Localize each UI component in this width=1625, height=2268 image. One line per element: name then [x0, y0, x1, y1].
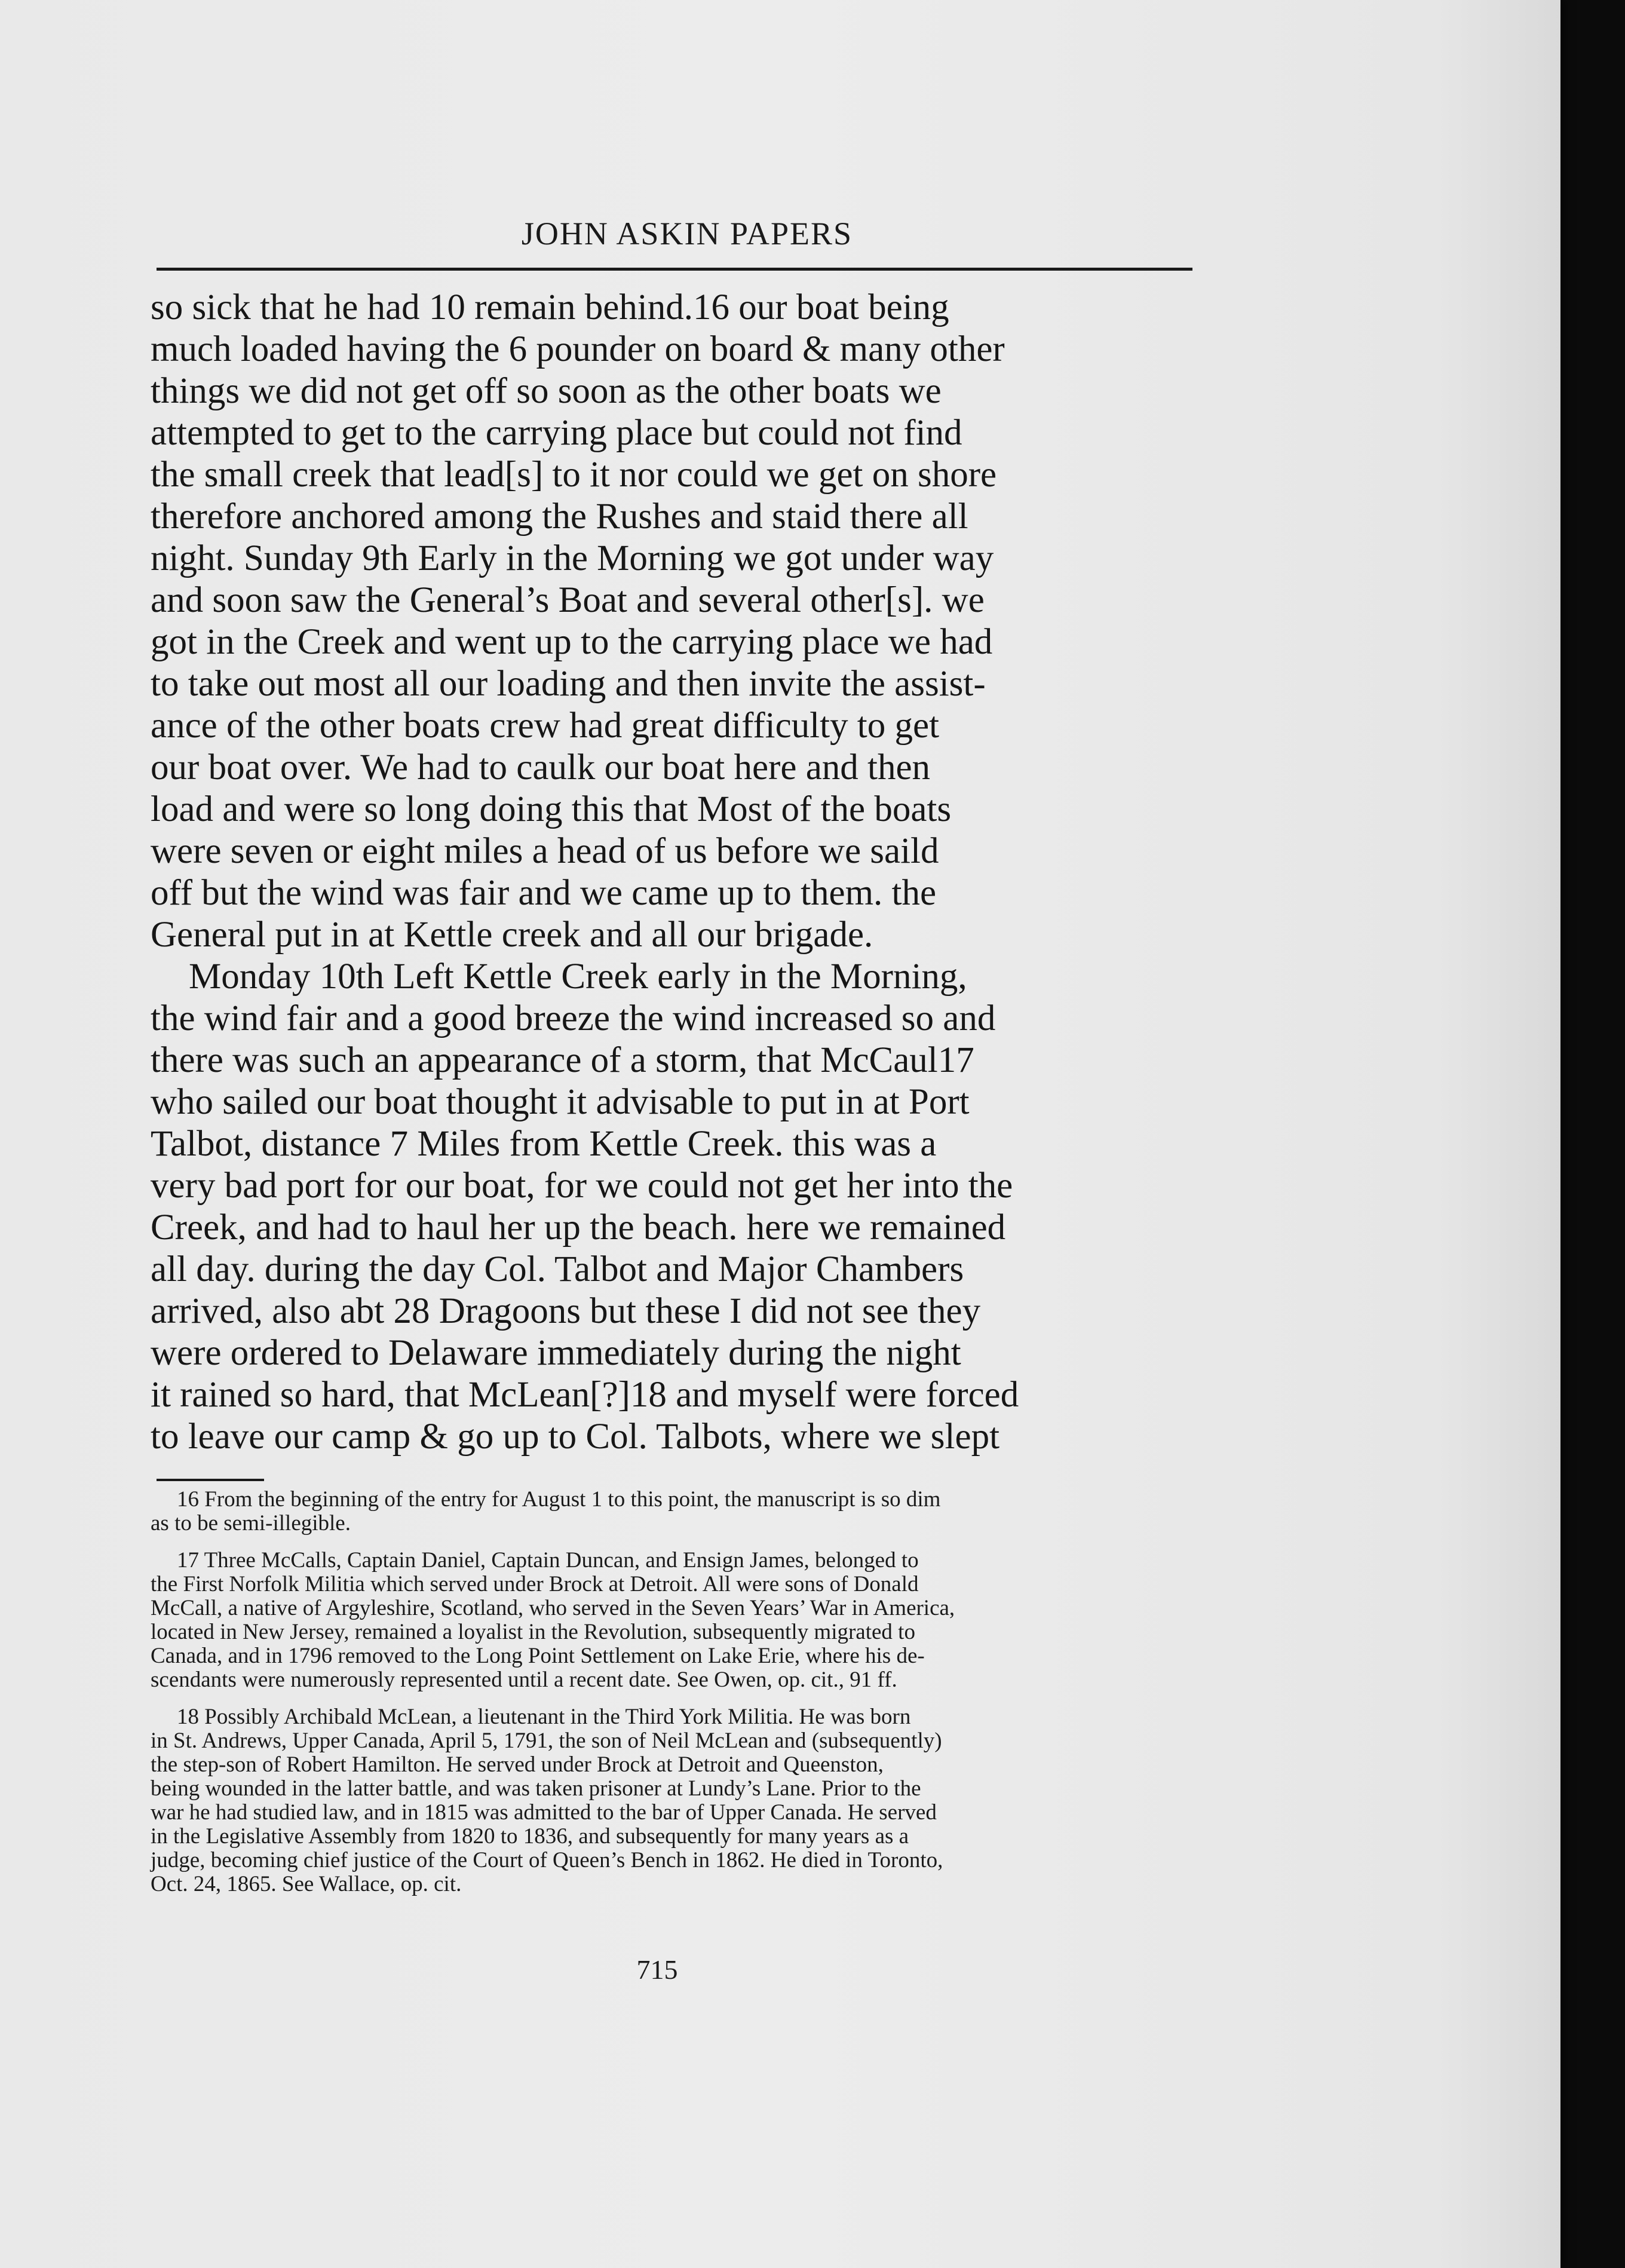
- running-head: JOHN ASKIN PAPERS: [521, 216, 853, 252]
- body-line: General put in at Kettle creek and all our brigade.: [151, 915, 873, 955]
- body-line: night. Sunday 9th Early in the Morning we got under way: [151, 538, 994, 578]
- footnote-line: the First Norfolk Militia which served under Brock at Detroit. All were sons of Donald: [151, 1572, 919, 1596]
- body-line: were ordered to Delaware immediately during the night: [151, 1333, 961, 1373]
- page-number: 715: [636, 1954, 678, 1985]
- footnote-line: as to be semi-illegible.: [151, 1511, 351, 1536]
- body-line: to take out most all our loading and then invite the assist-: [151, 664, 986, 704]
- footnote-line: the step-son of Robert Hamilton. He served under Brock at Detroit and Queenston,: [151, 1752, 884, 1777]
- body-line: all day. during the day Col. Talbot and Major Chambers: [151, 1249, 964, 1289]
- body-line: therefore anchored among the Rushes and staid there all: [151, 496, 968, 537]
- footnote-line: 16 From the beginning of the entry for August 1 to this point, the manuscript is so dim: [177, 1487, 941, 1512]
- footnote-line: located in New Jersey, remained a loyalist in the Revolution, subsequently migrated to: [151, 1620, 915, 1644]
- body-line: arrived, also abt 28 Dragoons but these I did not see they: [151, 1291, 981, 1331]
- body-text: [151, 287, 1190, 1458]
- footnote-spacer: [151, 1692, 1194, 1705]
- body-line: Creek, and had to haul her up the beach. here we remained: [151, 1207, 1006, 1248]
- body-line: got in the Creek and went up to the carrying place we had: [151, 622, 993, 662]
- footnote-line: in St. Andrews, Upper Canada, April 5, 1791, the son of Neil McLean and (subsequently): [151, 1728, 942, 1753]
- footnote-line: 17 Three McCalls, Captain Daniel, Captain Duncan, and Ensign James, belonged to: [177, 1548, 919, 1573]
- body-line: who sailed our boat thought it advisable to put in at Port: [151, 1082, 970, 1122]
- body-line: ance of the other boats crew had great difficulty to get: [151, 706, 940, 746]
- footnote-line: Canada, and in 1796 removed to the Long Point Settlement on Lake Erie, where his de-: [151, 1644, 925, 1668]
- footnotes: [151, 1488, 1194, 1896]
- body-line: things we did not get off so soon as the other boats we: [151, 371, 942, 411]
- body-line: to leave our camp & go up to Col. Talbots, where we slept: [151, 1417, 1000, 1457]
- body-line: there was such an appearance of a storm, that McCaul17: [151, 1040, 974, 1080]
- footnote-line: in the Legislative Assembly from 1820 to 1836, and subsequently for many years as a: [151, 1824, 909, 1849]
- body-line: it rained so hard, that McLean[?]18 and myself were forced: [151, 1375, 1019, 1415]
- body-line: the small creek that lead[s] to it nor could we get on shore: [151, 455, 997, 495]
- body-line: Monday 10th Left Kettle Creek early in the Morning,: [189, 957, 967, 997]
- body-line: much loaded having the 6 pounder on board & many other: [151, 329, 1005, 369]
- footnote-line: McCall, a native of Argyleshire, Scotland, who served in the Seven Years’ War in America,: [151, 1596, 955, 1620]
- footnote-line: Oct. 24, 1865. See Wallace, op. cit.: [151, 1872, 462, 1896]
- body-line: load and were so long doing this that Most of the boats: [151, 789, 952, 829]
- footnote-line: scendants were numerously represented until a recent date. See Owen, op. cit., 91 ff.: [151, 1668, 897, 1692]
- body-line: Talbot, distance 7 Miles from Kettle Creek. this was a: [151, 1124, 937, 1164]
- footnote-spacer: [151, 1536, 1194, 1549]
- body-line: our boat over. We had to caulk our boat here and then: [151, 747, 931, 787]
- body-line: attempted to get to the carrying place but could not find: [151, 413, 962, 453]
- footnote-line: war he had studied law, and in 1815 was admitted to the bar of Upper Canada. He served: [151, 1800, 937, 1825]
- footnote-line: judge, becoming chief justice of the Court of Queen’s Bench in 1862. He died in Toronto,: [151, 1848, 943, 1872]
- footnote-rule: [157, 1479, 264, 1481]
- header-rule: [157, 268, 1192, 271]
- footnote-line: being wounded in the latter battle, and was taken prisoner at Lundy’s Lane. Prior to the: [151, 1776, 921, 1801]
- body-line: the wind fair and a good breeze the wind increased so and: [151, 998, 996, 1038]
- body-line: very bad port for our boat, for we could not get her into the: [151, 1166, 1013, 1206]
- body-line: off but the wind was fair and we came up to them. the: [151, 873, 937, 913]
- footnote-line: 18 Possibly Archibald McLean, a lieutenant in the Third York Militia. He was born: [177, 1705, 911, 1729]
- body-line: and soon saw the General’s Boat and several other[s]. we: [151, 580, 985, 620]
- body-line: so sick that he had 10 remain behind.16 our boat being: [151, 287, 949, 327]
- body-line: were seven or eight miles a head of us before we saild: [151, 831, 939, 871]
